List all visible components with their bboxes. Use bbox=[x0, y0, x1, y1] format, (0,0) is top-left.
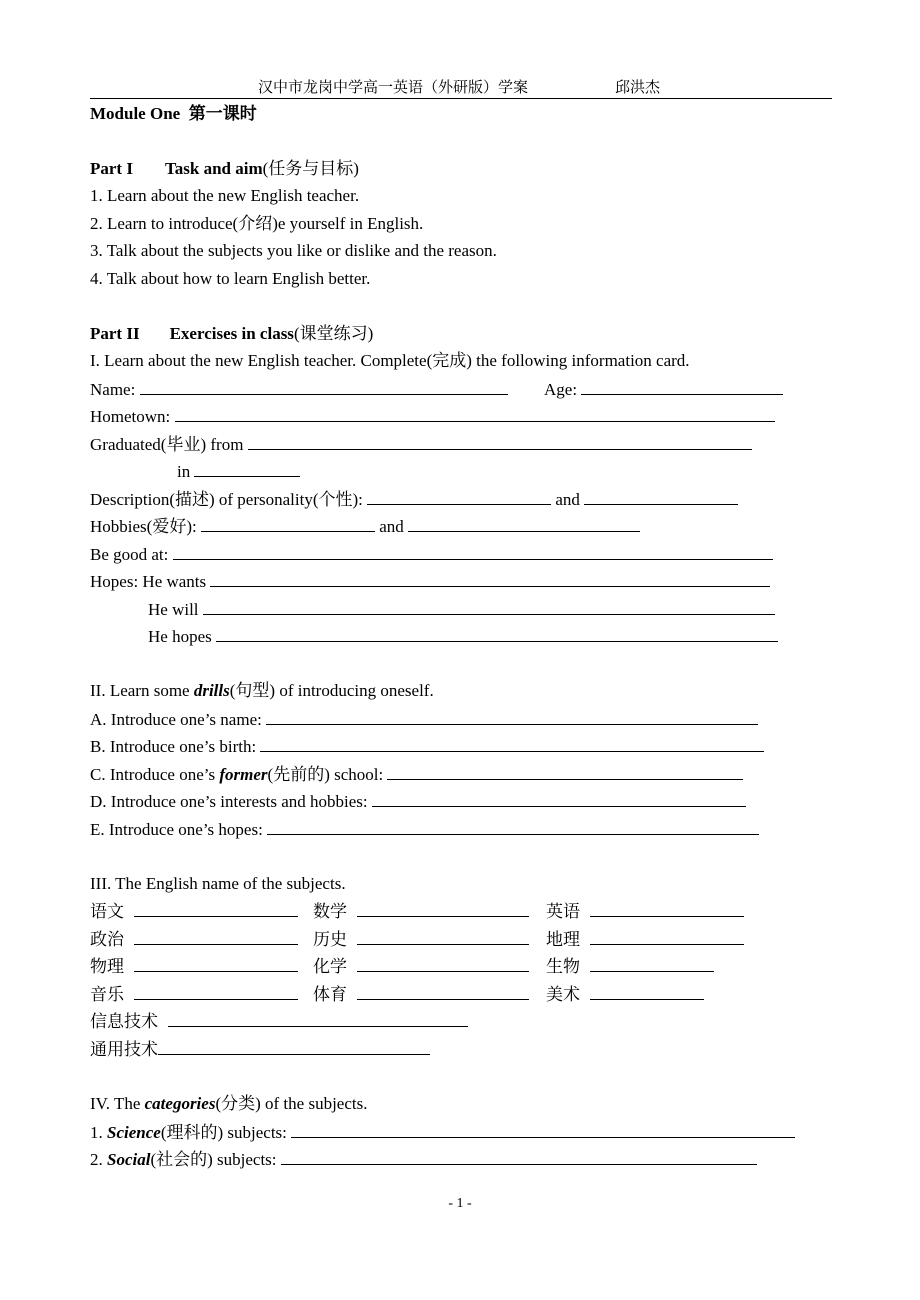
part1-item: 3. Talk about the subjects you like or dislike and the reason. bbox=[90, 241, 497, 260]
subject-label: 数学 bbox=[313, 902, 347, 921]
subject-row bbox=[546, 956, 714, 977]
sec3-intro: III. The English name of the subjects. bbox=[90, 874, 346, 893]
subject-blank[interactable] bbox=[134, 984, 298, 1000]
he-will-label: He will bbox=[148, 600, 199, 619]
header-author: 邱洪杰 bbox=[615, 80, 661, 96]
subject-label: 美术 bbox=[546, 985, 580, 1004]
sec1-intro: I. Learn about the new English teacher. Complete(完成) the following information card. bbox=[90, 351, 690, 370]
personality-blank-1[interactable] bbox=[367, 489, 551, 505]
drill-d-blank[interactable] bbox=[372, 791, 746, 807]
categories-word: categories bbox=[144, 1094, 216, 1113]
age-row bbox=[544, 379, 783, 400]
drills-word: drills bbox=[193, 681, 230, 700]
part1-label: Part I bbox=[90, 159, 133, 178]
sec2-intro bbox=[90, 681, 434, 701]
sec4-intro-pre: IV. The bbox=[90, 1094, 145, 1113]
name-label: Name: bbox=[90, 380, 136, 399]
hopes-wants-blank[interactable] bbox=[210, 571, 770, 587]
subject-blank[interactable] bbox=[134, 929, 298, 945]
good-at-label: Be good at: bbox=[90, 545, 169, 564]
page-header bbox=[90, 76, 832, 99]
he-hopes-row bbox=[148, 626, 778, 647]
hometown-label: Hometown: bbox=[90, 407, 171, 426]
sec4-intro-post: (分类) of the subjects. bbox=[215, 1094, 368, 1113]
science-label-post: (理科的) subjects: bbox=[160, 1123, 287, 1142]
subject-blank[interactable] bbox=[590, 929, 744, 945]
subject-blank[interactable] bbox=[357, 984, 529, 1000]
subject-label: 历史 bbox=[313, 930, 347, 949]
subject-blank[interactable] bbox=[357, 929, 529, 945]
in-row bbox=[177, 461, 300, 482]
he-will-row bbox=[148, 599, 775, 620]
drill-d-label: D. Introduce one’s interests and hobbies: bbox=[90, 792, 368, 811]
subject-row bbox=[313, 956, 529, 977]
part1-title-cn: (任务与目标) bbox=[262, 159, 359, 178]
lesson-name: 第一课时 bbox=[188, 104, 257, 123]
hopes-wants-label: Hopes: He wants bbox=[90, 572, 207, 591]
subject-label: 英语 bbox=[546, 902, 580, 921]
name-blank[interactable] bbox=[140, 379, 508, 395]
social-word: Social bbox=[107, 1150, 151, 1169]
page-number: - 1 - bbox=[448, 1196, 472, 1211]
good-at-blank[interactable] bbox=[173, 544, 773, 560]
subject-label-gt: 通用技术 bbox=[90, 1040, 158, 1059]
drill-e-label: E. Introduce one’s hopes: bbox=[90, 820, 263, 839]
module-name: Module One bbox=[90, 104, 181, 123]
subject-row bbox=[313, 929, 529, 950]
drill-c-label-post: (先前的) school: bbox=[267, 765, 384, 784]
drill-c-row bbox=[90, 764, 743, 785]
part2-heading bbox=[90, 324, 373, 344]
subject-blank[interactable] bbox=[590, 956, 714, 972]
hobbies-blank-2[interactable] bbox=[408, 516, 640, 532]
subject-blank[interactable] bbox=[357, 956, 529, 972]
graduated-row bbox=[90, 434, 752, 455]
part2-title: Exercises in class bbox=[169, 324, 294, 343]
subject-label: 政治 bbox=[90, 930, 124, 949]
hobbies-blank-1[interactable] bbox=[201, 516, 375, 532]
subject-label-it: 信息技术 bbox=[90, 1012, 158, 1031]
part2-label: Part II bbox=[90, 324, 140, 343]
he-hopes-label: He hopes bbox=[148, 627, 212, 646]
subject-blank-it[interactable] bbox=[168, 1011, 468, 1027]
subject-row bbox=[313, 901, 529, 922]
subject-row-gt bbox=[90, 1039, 430, 1060]
subject-label: 物理 bbox=[90, 957, 124, 976]
subject-label: 生物 bbox=[546, 957, 580, 976]
subject-row bbox=[546, 984, 704, 1005]
subject-label: 语文 bbox=[90, 902, 124, 921]
drill-c-blank[interactable] bbox=[387, 764, 743, 780]
subject-row bbox=[546, 929, 744, 950]
part1-title: Task and aim bbox=[164, 159, 263, 178]
drill-b-row bbox=[90, 736, 764, 757]
module-title bbox=[90, 104, 257, 124]
subject-label: 音乐 bbox=[90, 985, 124, 1004]
in-label: in bbox=[177, 462, 191, 481]
personality-blank-2[interactable] bbox=[584, 489, 738, 505]
social-row bbox=[90, 1149, 757, 1170]
social-num: 2. bbox=[90, 1150, 107, 1169]
part1-item: 2. Learn to introduce(介绍)e yourself in English. bbox=[90, 214, 424, 233]
hobbies-label: Hobbies(爱好): bbox=[90, 517, 197, 536]
drill-c-label-pre: C. Introduce one’s bbox=[90, 765, 220, 784]
subject-row-it bbox=[90, 1011, 468, 1032]
social-blank[interactable] bbox=[281, 1149, 757, 1165]
drill-b-blank[interactable] bbox=[260, 736, 764, 752]
drill-e-blank[interactable] bbox=[267, 819, 759, 835]
subject-row bbox=[90, 956, 298, 977]
description-label: Description(描述) of personality(个性): bbox=[90, 490, 363, 509]
subject-row bbox=[313, 984, 529, 1005]
age-blank[interactable] bbox=[581, 379, 783, 395]
drill-a-row bbox=[90, 709, 758, 730]
science-blank[interactable] bbox=[291, 1122, 795, 1138]
he-hopes-blank[interactable] bbox=[216, 626, 778, 642]
good-at-row bbox=[90, 544, 773, 565]
subject-blank[interactable] bbox=[134, 956, 298, 972]
subject-label: 化学 bbox=[313, 957, 347, 976]
subject-blank[interactable] bbox=[590, 984, 704, 1000]
part2-title-cn: (课堂练习) bbox=[293, 324, 374, 343]
drill-a-blank[interactable] bbox=[266, 709, 758, 725]
hometown-row bbox=[90, 406, 775, 427]
subject-row bbox=[90, 984, 298, 1005]
science-word: Science bbox=[107, 1123, 161, 1142]
drill-a-label: A. Introduce one’s name: bbox=[90, 710, 262, 729]
sec4-intro bbox=[90, 1094, 367, 1114]
hopes-wants-row bbox=[90, 571, 770, 592]
in-blank[interactable] bbox=[194, 461, 300, 477]
drill-b-label: B. Introduce one’s birth: bbox=[90, 737, 257, 756]
science-row bbox=[90, 1122, 795, 1143]
sec2-intro-post: (句型) of introducing oneself. bbox=[229, 681, 434, 700]
drill-d-row bbox=[90, 791, 746, 812]
subject-blank[interactable] bbox=[590, 901, 744, 917]
drill-e-row bbox=[90, 819, 759, 840]
subject-label: 地理 bbox=[546, 930, 580, 949]
former-word: former bbox=[219, 765, 268, 784]
graduated-label: Graduated(毕业) from bbox=[90, 435, 244, 454]
science-num: 1. bbox=[90, 1123, 107, 1142]
subject-blank-gt[interactable] bbox=[158, 1039, 430, 1055]
subject-row bbox=[90, 901, 298, 922]
subject-blank[interactable] bbox=[357, 901, 529, 917]
sec2-intro-pre: II. Learn some bbox=[90, 681, 194, 700]
part1-heading bbox=[90, 159, 359, 179]
subject-row bbox=[546, 901, 744, 922]
name-row bbox=[90, 379, 508, 400]
graduated-blank[interactable] bbox=[248, 434, 752, 450]
subject-blank[interactable] bbox=[134, 901, 298, 917]
age-label: Age: bbox=[544, 380, 578, 399]
he-will-blank[interactable] bbox=[203, 599, 775, 615]
description-row bbox=[90, 489, 738, 510]
and-label: and bbox=[555, 490, 580, 509]
hobbies-row bbox=[90, 516, 640, 537]
subject-label: 体育 bbox=[313, 985, 347, 1004]
part1-item: 1. Learn about the new English teacher. bbox=[90, 186, 360, 205]
hometown-blank[interactable] bbox=[175, 406, 775, 422]
header-school: 汉中市龙岗中学高一英语（外研版）学案 bbox=[258, 80, 529, 96]
social-label-post: (社会的) subjects: bbox=[150, 1150, 277, 1169]
and-label: and bbox=[379, 517, 404, 536]
subject-row bbox=[90, 929, 298, 950]
part1-item: 4. Talk about how to learn English better. bbox=[90, 269, 371, 288]
